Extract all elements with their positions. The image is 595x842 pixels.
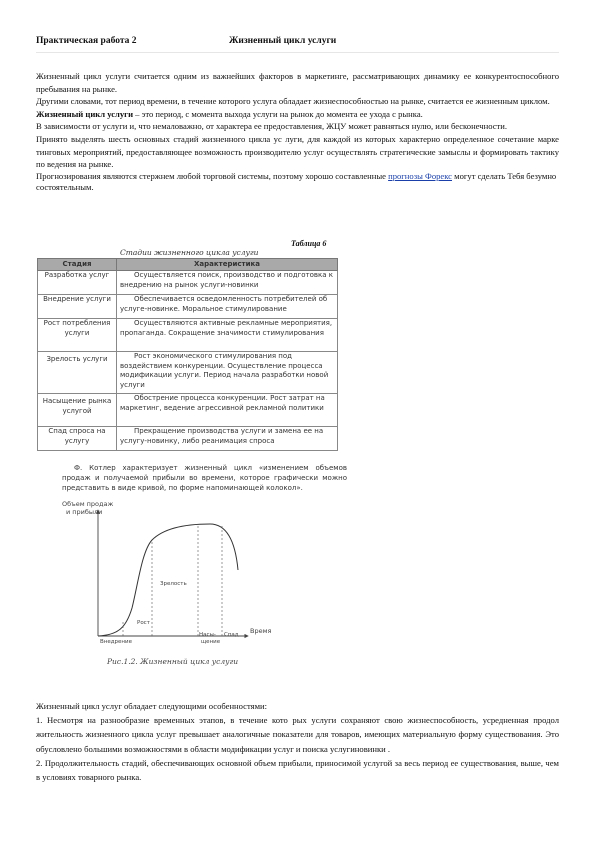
header-right: Жизненный цикл услуги	[229, 36, 337, 46]
paragraph: В зависимости от услуги и, что немаловажно, от характера ее предоставления, ЖЦУ может равняться нулю, или бесконечности.	[36, 121, 508, 132]
stage-label-saturation: щение	[201, 639, 221, 645]
table-title: Стадии жизненного цикла услуги	[120, 248, 259, 257]
life-cycle-figure	[60, 496, 290, 674]
definition-term: Жизненный цикл услуги	[36, 108, 134, 119]
stage-label-intro: Внедрение	[100, 639, 132, 645]
stage-label-saturation: Насы-	[199, 632, 216, 638]
table-header-description: Характеристика	[117, 259, 338, 271]
table-row: Спад спроса на услугу Прекращение производства услуги и замена ее на услугу-новинку, либо реанимация спроса	[38, 427, 338, 451]
table-header-stage: Стадия	[38, 259, 117, 271]
list-item: 1. Несмотря на разнообразие временных этапов, в течение кото рых услуги сохраняют свою жизнеспособность, усредненная продол жительность жизненного цикла услуг превышает аналогичные показатели для товаров, имеющих материальную форму существования. Это обусловлено большими возможностями в области модификации услуг и поиска услугиновинки .	[36, 715, 559, 754]
stages-table	[37, 258, 338, 451]
table-row: Зрелость услуги Рост экономического стимулирования под воздействием конкуренции. Осуществление процесса модификации услуги. Период начала разработки новой услуги	[38, 352, 338, 394]
features-text	[36, 699, 559, 784]
intro-text	[36, 70, 559, 193]
header-left: Практическая работа 2	[36, 36, 137, 46]
table-row: Насыщение рынка услугой Обострение процесса конкуренции. Рост затрат на маркетинг, ведение агрессивной рекламной политики	[38, 394, 338, 427]
kotler-quote: Ф. Котлер характеризует жизненный цикл «изменением объемов продаж и получаемой прибыли во времени, которое графически можно представить в виде кривой, по форме напоминающей колокол».	[62, 464, 347, 492]
forex-paragraph: Прогнозирования являются стержнем любой торговой системы, поэтому хорошо составленные прогнозы Форекс могут сделать Тебя безумно состоятельным.	[36, 170, 557, 192]
figure-caption: Рис.1.2. Жизненный цикл услуги	[107, 657, 239, 666]
x-axis-label: Время	[250, 627, 272, 635]
paragraph: Принято выделять шесть основных стадий жизненного цикла ус луги, для каждой из которых характерно определенное сочетание марке тинговых мероприятий, предоставляющее возможность производителю услуг осуществлять стратегические замыслы и формировать тактику по ведения на рынке.	[36, 133, 559, 170]
life-cycle-curve	[98, 524, 238, 636]
stage-label-decline: Спад	[224, 632, 239, 638]
paragraph: Другими словами, тот период времени, в течение которого услуга обладает жизнеспособностью на рынке, считается ее жизненным циклом.	[36, 96, 550, 107]
table-row: Рост потребления услуги Осуществляются активные рекламные мероприятия, пропаганда. Сокращение значимости стимулирования	[38, 319, 338, 352]
table-label: Таблица 6	[291, 239, 327, 248]
y-axis-label: и прибыли	[66, 508, 103, 516]
table-row: Разработка услуг Осуществляется поиск, производство и подготовка к внедрению на рынок услуги-новинки	[38, 271, 338, 295]
table-row: Внедрение услуги Обеспечивается осведомленность потребителей об услуге-новинке. Моральное стимулирование	[38, 295, 338, 319]
stage-label-growth: Рост	[137, 620, 150, 626]
page-header	[36, 36, 559, 53]
paragraph: Жизненный цикл услуги – это период, с момента выхода услуги на рынок до момента ее ухода с рынка.	[36, 108, 423, 119]
y-axis-label: Объем продаж	[62, 500, 114, 508]
forex-link[interactable]: прогнозы Форекс	[388, 170, 452, 181]
paragraph: Жизненный цикл услуг обладает следующими особенностями:	[36, 701, 268, 711]
list-item: 2. Продолжительность стадий, обеспечивающих основной объем прибыли, приносимой услугой за весь период ее существования, выше, чем в условиях товарного рынка.	[36, 757, 559, 783]
stage-label-maturity: Зрелость	[160, 581, 187, 587]
paragraph: Жизненный цикл услуги считается одним из важнейших факторов в маркетинге, рассматривающих динамику ее конкурентоспособного пребывания на рынке.	[36, 71, 559, 94]
